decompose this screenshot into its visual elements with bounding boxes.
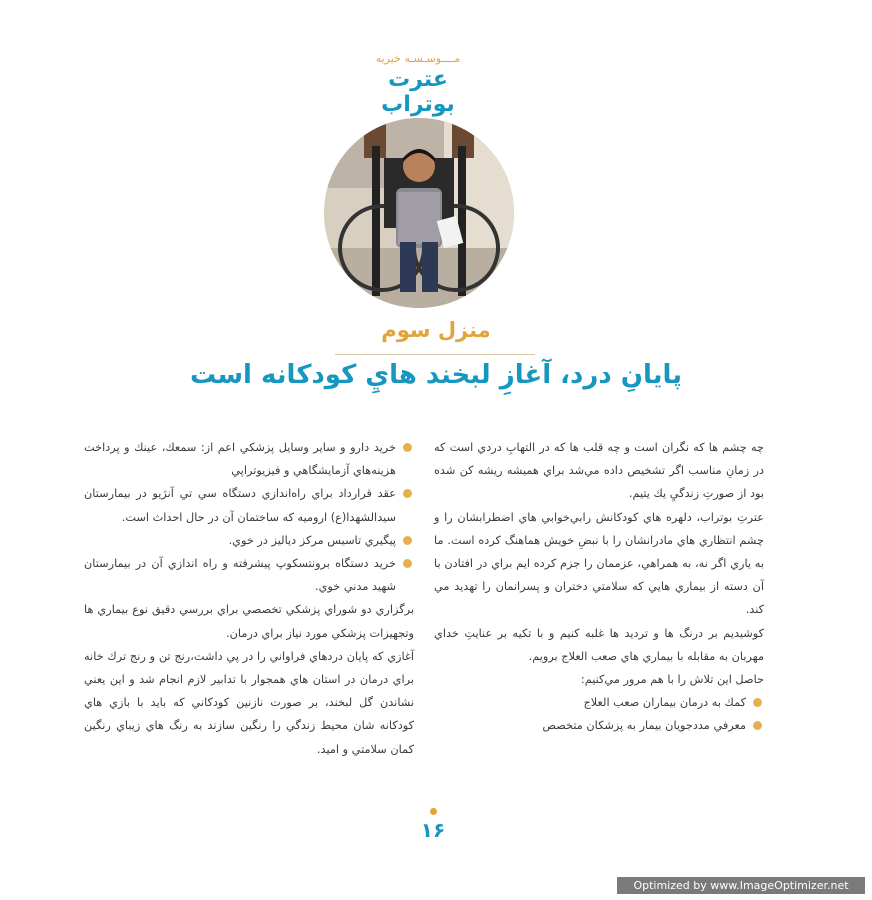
list-item: پيگيري تاسيس مركز دياليز در خوي. xyxy=(84,529,414,552)
list-item: خريد دستگاه برونتسكوپ پيشرفته و راه اندازي آن در بيمارستان شهيد مدني خوي. xyxy=(84,552,414,598)
paragraph: برگزاري دو شوراي پزشكي تخصصي براي بررسي دقيق نوع بيماري ها وتجهيزات پزشكي مورد نياز براي درمان. xyxy=(84,603,414,640)
title-divider xyxy=(335,354,535,355)
paragraph: كوشيديم بر درنگ ها و ترديد ها غلبه كنيم و با تكيه بر عنايتِ خداي مهربان به مقابله با بيماري هاي صعب العلاج برويم. xyxy=(434,626,764,663)
page-title: پايانِ درد، آغازِ لبخند هايِ كودكانه است xyxy=(189,360,683,390)
bullet-dot-icon xyxy=(753,698,762,707)
charity-logo xyxy=(362,52,474,117)
bullet-dot-icon xyxy=(403,536,412,545)
list-item: عقد قرارداد براي راه‌اندازي دستگاه سي تي آنژيو در بيمارستان سيدالشهدا(ع) اروميه كه ساختمان آن در حال احداث است. xyxy=(84,482,414,528)
bullet-dot-icon xyxy=(403,559,412,568)
page-number-dot-icon xyxy=(430,808,437,815)
optimizer-watermark: Optimized by www.ImageOptimizer.net xyxy=(617,877,865,894)
bullet-dot-icon xyxy=(403,489,412,498)
child-wheelchair-photo xyxy=(324,118,514,308)
paragraph: آغازي كه پايان دردهاي فراواني را در پي داشت،رنج تن و رنج ترك خانه براي درمان در استان هاي همجوار با تدابير لازم انجام شد و اين يعني نشاندن گل لبخند، بر صورت نازنين كودكاني كه بايد با بازي هاي كودكانه شان محيط زندگي را رنگين سازند به رنگ هاي زيباي رنگين كمان سلامتي و اميد. xyxy=(84,649,414,756)
list-item: معرفي مددجويان بيمار به پزشكان متخصص xyxy=(434,714,764,737)
bullet-dot-icon xyxy=(403,443,412,452)
list-item: كمك به درمان بيماران صعب العلاج xyxy=(434,691,764,714)
section-label: منزل سوم xyxy=(381,318,491,342)
logo-caption: مــــوسـسـه خيريه xyxy=(375,52,461,65)
paragraph: چه چشم ها كه نگران است و چه قلب ها كه در التهابِ دردي است كه در زمانِ مناسب اگر تشخيص داده مي‌شد براي هميشه ريشه كن شده بود از صورتِ زندگيِ يك يتيم. xyxy=(434,441,764,501)
right-text-column xyxy=(434,436,764,738)
list-item: خريد دارو و ساير وسايل پزشكي اعم از: سمعك، عينك و پرداخت هزينه‌هاي آزمايشگاهي و فيزيوتراپي xyxy=(84,436,414,482)
paragraph: حاصل اين تلاش را با هم مرور مي‌كنيم: xyxy=(580,673,764,687)
paragraph: عترتِ بوتراب، دلهره هاي كودكانش رابي‌خوابي هاي اضطرابشان را و چشم انتظاري هاي مادرانشان را با نبضِ خويش هماهنگ كرده است. ما به ياري اگر نه، به همراهي، عزممان را جزم كرده ايم براي در افتادن با آن دسته از بيماري هايي كه سلامتي دختران و پسرانمان را تهديد مي كند. xyxy=(434,510,764,617)
logo-wordmark: عترت بوتراب xyxy=(381,67,455,117)
page-number: ١۶ xyxy=(420,818,446,842)
left-text-column xyxy=(84,436,414,761)
bullet-dot-icon xyxy=(753,721,762,730)
